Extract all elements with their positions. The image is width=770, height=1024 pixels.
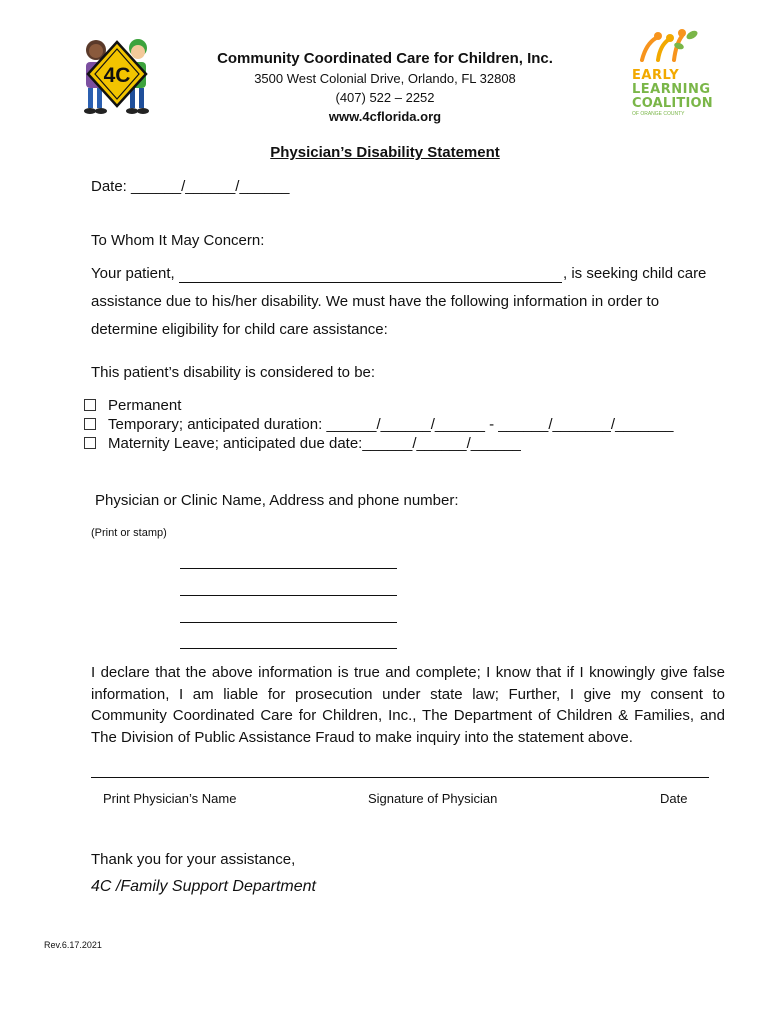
checkbox-icon[interactable]	[84, 437, 96, 449]
print-name-label: Print Physician’s Name	[103, 791, 237, 806]
paragraph-line-3: determine eligibility for child care assistance:	[91, 321, 388, 338]
checkbox-icon[interactable]	[84, 418, 96, 430]
physician-info-line-2[interactable]	[180, 595, 397, 596]
org-name: Community Coordinated Care for Children, Inc.	[217, 50, 553, 67]
thanks-text: Thank you for your assistance,	[91, 851, 296, 868]
salutation: To Whom It May Concern:	[91, 232, 265, 249]
page-title: Physician’s Disability Statement	[270, 144, 500, 161]
signature-label: Signature of Physician	[368, 791, 498, 806]
org-website[interactable]: www.4cflorida.org	[328, 109, 442, 124]
option-label: Maternity Leave; anticipated due date:______/______/______	[108, 435, 521, 452]
early-learning-coalition-logo	[632, 26, 712, 124]
elc-line1: EARLY	[632, 68, 680, 83]
physician-info-line-1[interactable]	[180, 568, 397, 569]
4c-logo	[76, 32, 158, 116]
sprout-children-icon	[632, 26, 712, 62]
org-address: 3500 West Colonial Drive, Orlando, FL 32808	[254, 71, 516, 86]
revision-note: Rev.6.17.2021	[44, 940, 102, 950]
signature-line[interactable]	[91, 777, 709, 778]
option-label: Permanent	[108, 397, 182, 414]
patient-name-line[interactable]	[179, 282, 562, 283]
patient-label: Your patient,	[91, 265, 175, 282]
paragraph-line-2: assistance due to his/her disability. We must have the following information in order to	[91, 293, 660, 310]
physician-info-line-3[interactable]	[180, 622, 397, 623]
option-label: Temporary; anticipated duration: ______/______/______ - ______/_______/_______	[108, 416, 674, 433]
option-permanent[interactable]	[84, 397, 181, 414]
department-signature: 4C /Family Support Department	[91, 878, 316, 895]
elc-line4: OF ORANGE COUNTY	[632, 111, 685, 117]
org-phone: (407) 522 – 2252	[335, 90, 435, 105]
physician-prompt: Physician or Clinic Name, Address and phone number:	[95, 492, 459, 509]
physician-info-line-4[interactable]	[180, 648, 397, 649]
declaration-paragraph: I declare that the above information is true and complete; I know that if I knowingly give false information, I am liable for prosecution under state law; Further, I give my consent to Community Coordinated Care for Children, Inc., The Department of Children & Families, and The Division of Public Assistance Fraud to make inquiry into the statement above.	[91, 664, 725, 746]
option-maternity-leave[interactable]	[84, 435, 521, 452]
patient-line-end: , is seeking child care	[563, 265, 707, 282]
date-field[interactable]: Date: ______/______/______	[91, 178, 290, 195]
checkbox-icon[interactable]	[84, 399, 96, 411]
option-temporary[interactable]	[84, 416, 673, 433]
disability-prompt: This patient’s disability is considered to be:	[91, 364, 376, 381]
4c-logo-text: 4C	[103, 64, 131, 87]
print-or-stamp-note: (Print or stamp)	[91, 527, 167, 539]
elc-line3: COALITION	[632, 96, 713, 111]
elc-line2: LEARNING	[632, 82, 711, 97]
date-label: Date	[660, 791, 688, 806]
